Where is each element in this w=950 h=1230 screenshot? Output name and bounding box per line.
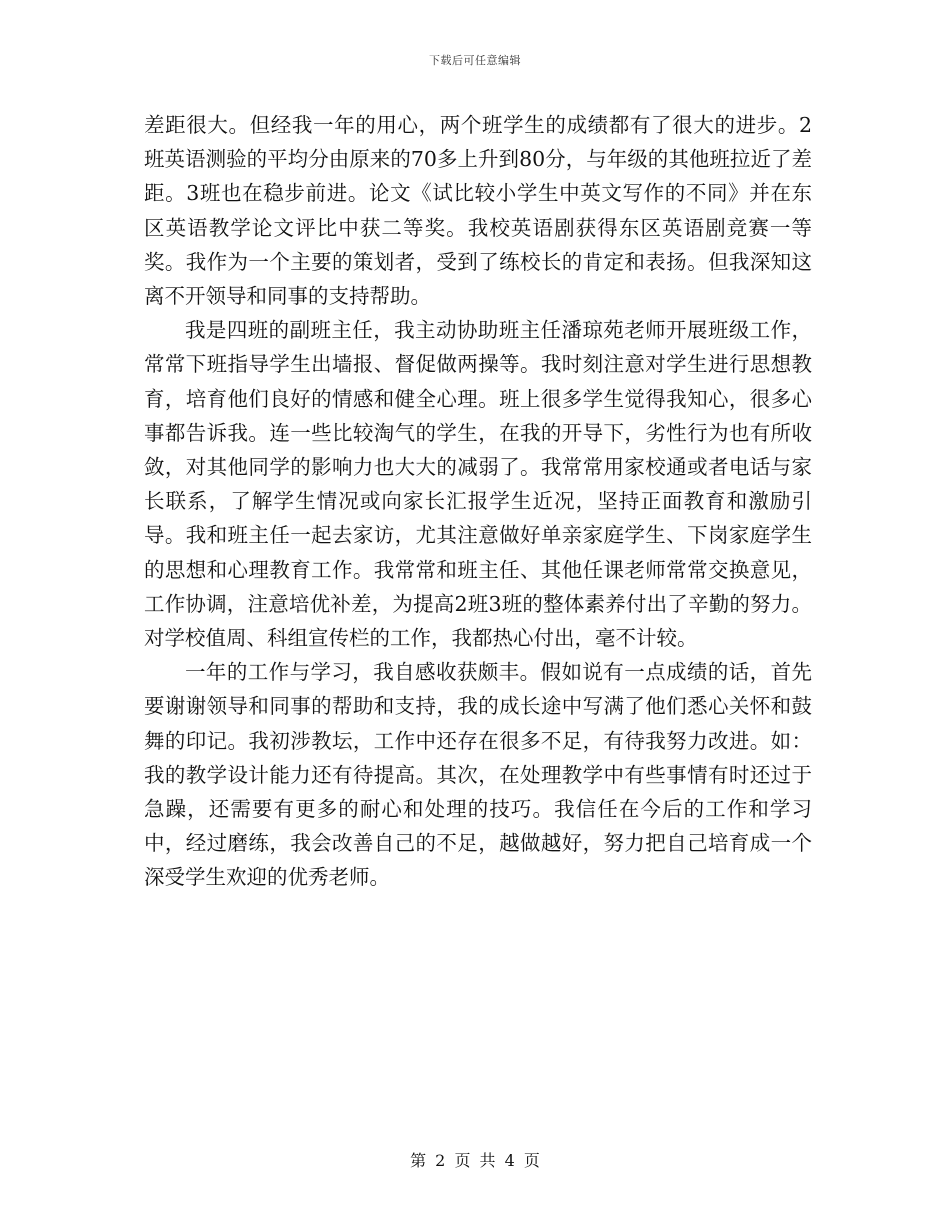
paragraph-continued: 差距很大。但经我一年的用心，两个班学生的成绩都有了很大的进步。2班英语测验的平均分由原来的70多上升到80分，与年级的其他班拉近了差距。3班也在稳步前进。论文《试比较小学生中英文写作的不同》并在东区英语教学论文评比中获二等奖。我校英语剧获得东区英语剧竞赛一等奖。我作为一个主要的策划者，受到了练校长的肯定和表扬。但我深知这离不开领导和同事的支持帮助。 [144, 113, 812, 309]
document-body [144, 108, 812, 895]
page-header: 下载后可任意编辑 [429, 54, 521, 67]
paragraph-class-work: 我是四班的副班主任，我主动协助班主任潘琼苑老师开展班级工作，常常下班指导学生出墙报、督促做两操等。我时刻注意对学生进行思想教育，培育他们良好的情感和健全心理。班上很多学生觉得我知心，很多心事都告诉我。连一些比较淘气的学生，在我的开导下，劣性行为也有所收敛，对其他同学的影响力也大大的减弱了。我常常用家校通或者电话与家长联系，了解学生情况或向家长汇报学生近况，坚持正面教育和激励引导。我和班主任一起去家访，尤其注意做好单亲家庭学生、下岗家庭学生的思想和心理教育工作。我常常和班主任、其他任课老师常常交换意见，工作协调，注意培优补差，为提高2班3班的整体素养付出了辛勤的努力。对学校值周、科组宣传栏的工作，我都热心付出，毫不计较。 [144, 318, 812, 651]
page-footer: 第 2 页 共 4 页 [410, 1151, 540, 1170]
paragraph-summary: 一年的工作与学习，我自感收获颇丰。假如说有一点成绩的话，首先要谢谢领导和同事的帮助和支持，我的成长途中写满了他们悉心关怀和鼓舞的印记。我初涉教坛，工作中还存在很多不足，有待我努力改进。如：我的教学设计能力还有待提高。其次，在处理教学中有些事情有时还过于急躁，还需要有更多的耐心和处理的技巧。我信任在今后的工作和学习中，经过磨练，我会改善自己的不足，越做越好，努力把自己培育成一个深受学生欢迎的优秀老师。 [144, 660, 812, 890]
